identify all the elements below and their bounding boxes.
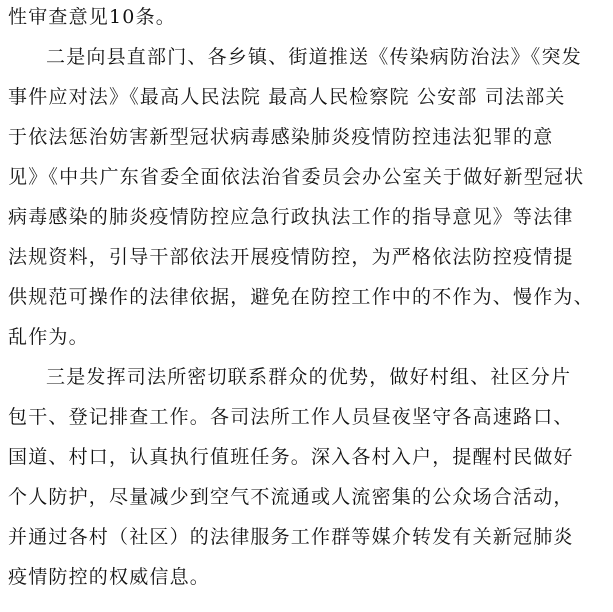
text-line: 乱作为。 xyxy=(8,326,89,348)
text-line: 事件应对法》《最高人民法院 最高人民检察院 公安部 司法部关 xyxy=(8,86,566,108)
text-line: 病毒感染的肺炎疫情防控应急行政执法工作的指导意见》等法律 xyxy=(8,206,574,228)
text-line: 包干、登记排查工作。各司法所工作人员昼夜坚守各高速路口、 xyxy=(8,406,574,428)
paragraph-2-start: 二是向县直部门、各乡镇、街道推送《传染病防治法》《突发 xyxy=(46,46,582,68)
text-line: 供规范可操作的法律依据，避免在防控工作中的不作为、慢作为、 xyxy=(8,286,594,308)
text-line: 性审查意见10条。 xyxy=(8,6,176,28)
paragraph-3-start: 三是发挥司法所密切联系群众的优势，做好村组、社区分片 xyxy=(46,366,572,388)
text-line: 法规资料，引导干部依法开展疫情防控，为严格依法防控疫情提 xyxy=(8,246,574,268)
text-line: 见》《中共广东省委全面依法治省委员会办公室关于做好新型冠状 xyxy=(8,166,585,188)
text-line: 个人防护，尽量减少到空气不流通或人流密集的公众场合活动， xyxy=(8,486,574,508)
text-line: 并通过各村（社区）的法律服务工作群等媒介转发有关新冠肺炎 xyxy=(8,526,574,548)
text-line: 国道、村口，认真执行值班任务。深入各村入户，提醒村民做好 xyxy=(8,446,574,468)
text-line: 疫情防控的权威信息。 xyxy=(8,566,211,588)
text-line: 于依法惩治妨害新型冠状病毒感染肺炎疫情防控违法犯罪的意 xyxy=(8,126,554,148)
